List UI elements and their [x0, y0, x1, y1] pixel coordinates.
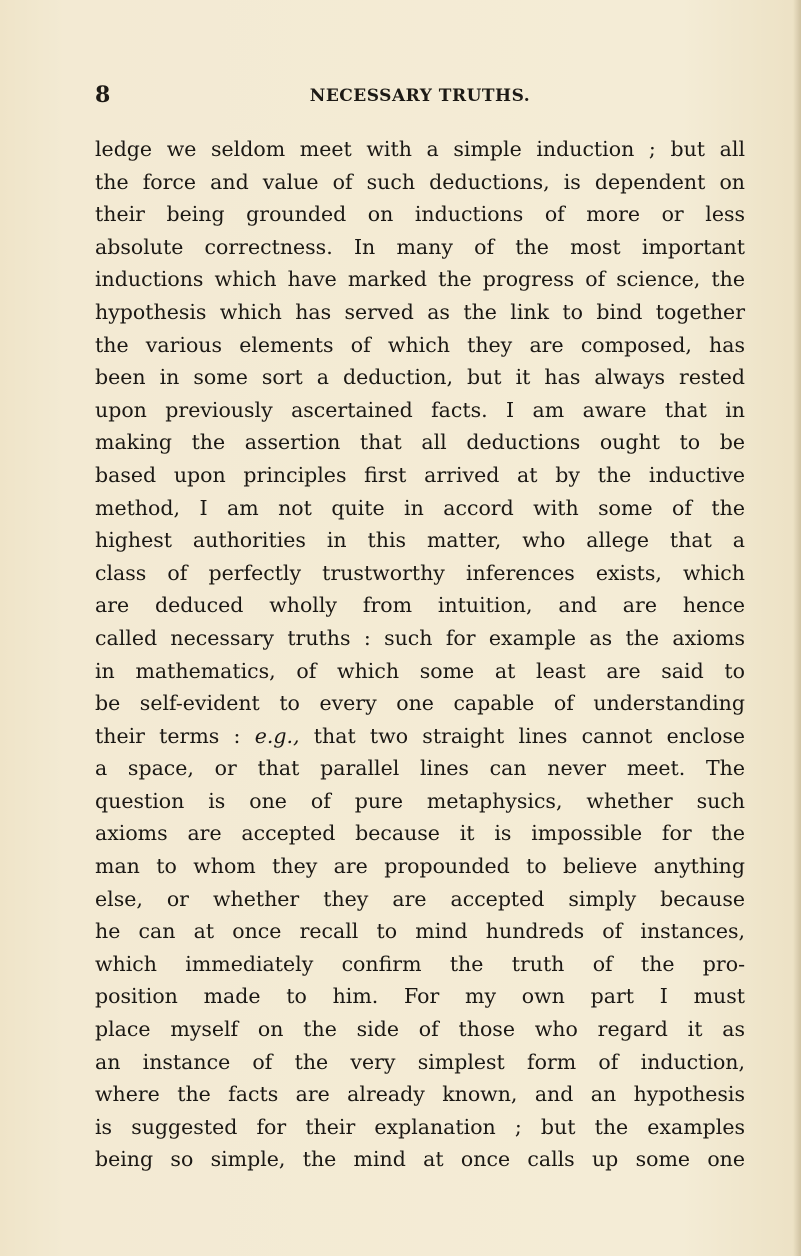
text-line: a space, or that parallel lines can never meet. The [95, 756, 745, 781]
page-header [95, 82, 745, 116]
text-line: absolute correctness. In many of the most important [95, 234, 745, 259]
text-line: upon previously ascertained facts. I am aware that in [95, 397, 745, 422]
text-line: question is one of pure metaphysics, whether such [95, 788, 745, 813]
page-edge-shadow [793, 0, 801, 1256]
text-line: called necessary truths : such for example as the axioms [95, 625, 745, 650]
running-head: NECESSARY TRUTHS. [309, 86, 531, 106]
text-line: which immediately confirm the truth of the pro- [95, 951, 745, 976]
text-line: be self-evident to every one capable of understanding [95, 691, 745, 716]
text-line: being so simple, the mind at once calls up some one [95, 1147, 745, 1172]
text-line: man to whom they are propounded to believe anything [95, 854, 745, 879]
text-line: the various elements of which they are composed, has [95, 332, 745, 357]
text-line: class of perfectly trustworthy inferences exists, which [95, 560, 745, 585]
text-line: is suggested for their explanation ; but the examples [95, 1114, 745, 1139]
text-line: where the facts are already known, and an hypothesis [95, 1082, 745, 1107]
line-segment: that two straight lines cannot enclose [313, 723, 745, 748]
text-line: position made to him. For my own part I must [95, 984, 745, 1009]
text-line: highest authorities in this matter, who allege that a [95, 528, 745, 553]
text-line: are deduced wholly from intuition, and are hence [95, 593, 745, 618]
text-line: axioms are accepted because it is impossible for the [95, 821, 745, 846]
text-line: ledge we seldom meet with a simple induction ; but all [95, 137, 745, 161]
text-line: been in some sort a deduction, but it has always rested [95, 365, 745, 390]
italic-abbreviation: e.g., [254, 723, 300, 748]
text-line: hypothesis which has served as the link to bind together [95, 299, 745, 324]
text-line: method, I am not quite in accord with some of the [95, 495, 745, 520]
text-line: he can at once recall to mind hundreds of instances, [95, 919, 745, 944]
text-line: else, or whether they are accepted simply because [95, 886, 745, 911]
body-text [95, 133, 745, 1176]
text-line: inductions which have marked the progress of science, the [95, 267, 745, 292]
text-line: the force and value of such deductions, is dependent on [95, 169, 745, 194]
text-line: their being grounded on inductions of more or less [95, 202, 745, 227]
text-line: based upon principles first arrived at by the inductive [95, 462, 745, 487]
text-line: place myself on the side of those who regard it as [95, 1017, 745, 1042]
text-line: an instance of the very simplest form of induction, [95, 1049, 745, 1074]
page-number: 8 [95, 82, 111, 108]
text-line: making the assertion that all deductions ought to be [95, 430, 745, 455]
line-segment: their terms : [95, 723, 241, 748]
text-line-with-italic [95, 720, 745, 753]
text-line: in mathematics, of which some at least are said to [95, 658, 745, 683]
